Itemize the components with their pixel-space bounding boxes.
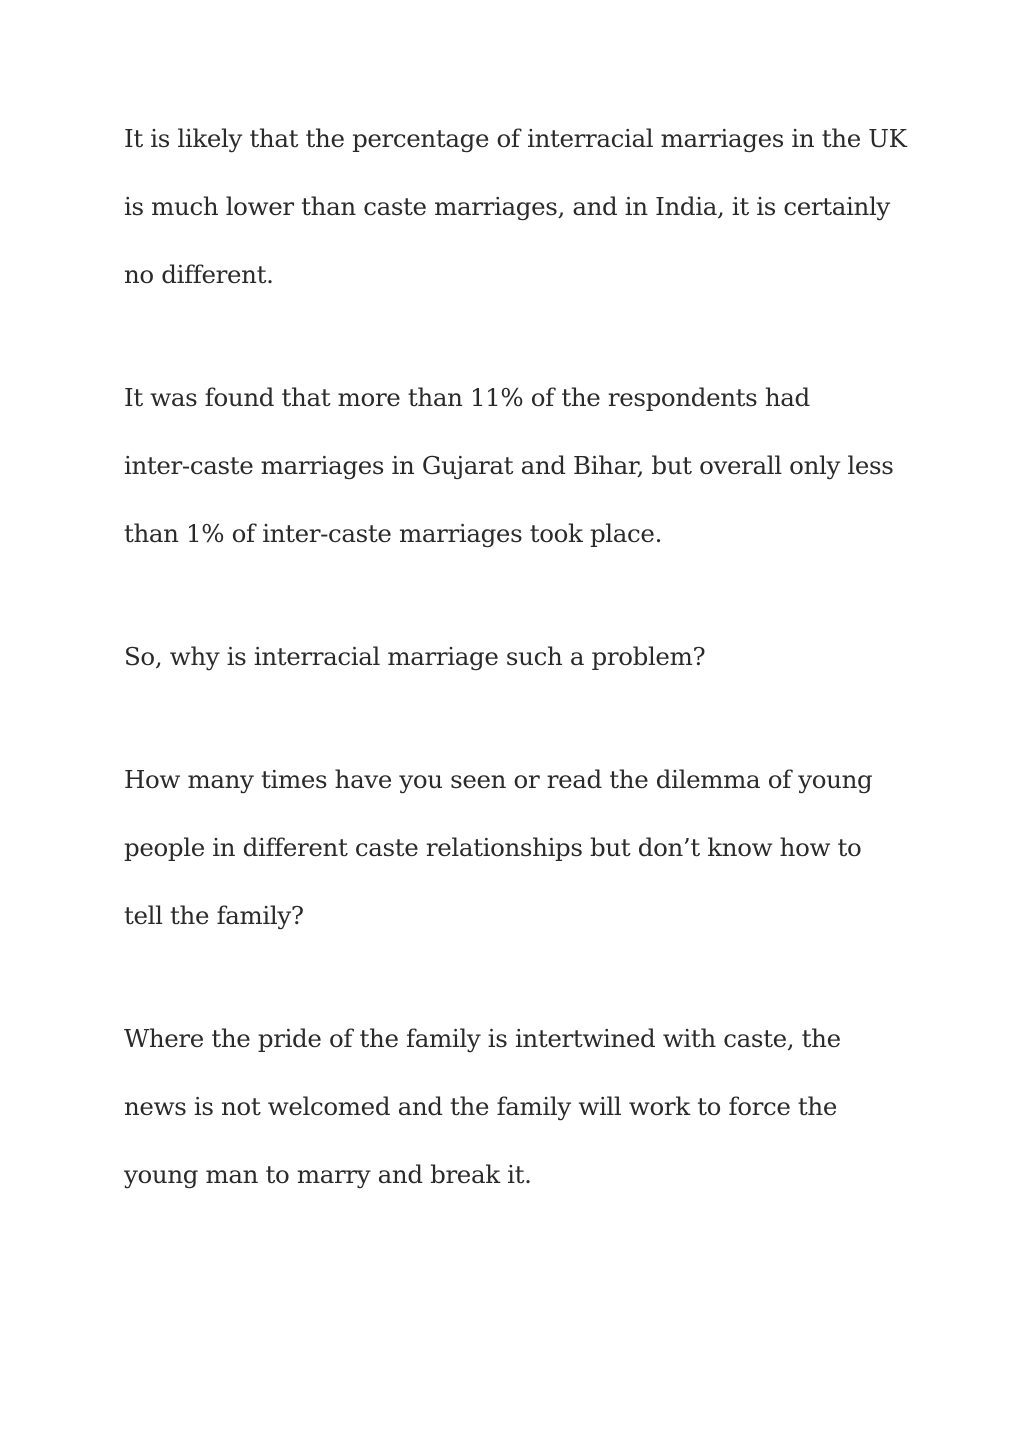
- text-line: news is not welcomed and the family will work to force the: [124, 1092, 838, 1121]
- text-line: Where the pride of the family is intertwined with caste, the: [124, 1024, 841, 1053]
- text-line: than 1% of inter-caste marriages took place.: [124, 519, 663, 548]
- paragraph-family-pride: [124, 1005, 914, 1209]
- paragraph-spacer: [124, 309, 914, 364]
- text-line: young man to marry and break it.: [124, 1160, 532, 1189]
- text-line: So, why is interracial marriage such a problem?: [124, 642, 706, 671]
- text-line: people in different caste relationships but don’t know how to: [124, 833, 862, 862]
- text-line: It is likely that the percentage of interracial marriages in the UK: [124, 124, 907, 153]
- paragraph-spacer: [124, 950, 914, 1005]
- paragraph-spacer: [124, 568, 914, 623]
- text-line: is much lower than caste marriages, and in India, it is certainly: [124, 192, 890, 221]
- paragraph-uk-india-marriage-rates: [124, 105, 914, 309]
- text-line: It was found that more than 11% of the respondents had: [124, 383, 810, 412]
- paragraph-question: [124, 623, 914, 691]
- paragraph-dilemma: [124, 746, 914, 950]
- text-line: inter-caste marriages in Gujarat and Bihar, but overall only less: [124, 451, 894, 480]
- paragraph-survey-findings: [124, 364, 914, 568]
- text-line: tell the family?: [124, 901, 304, 930]
- text-line: no different.: [124, 260, 274, 289]
- text-line: How many times have you seen or read the dilemma of young: [124, 765, 873, 794]
- paragraph-spacer: [124, 691, 914, 746]
- article-body: [124, 105, 914, 1209]
